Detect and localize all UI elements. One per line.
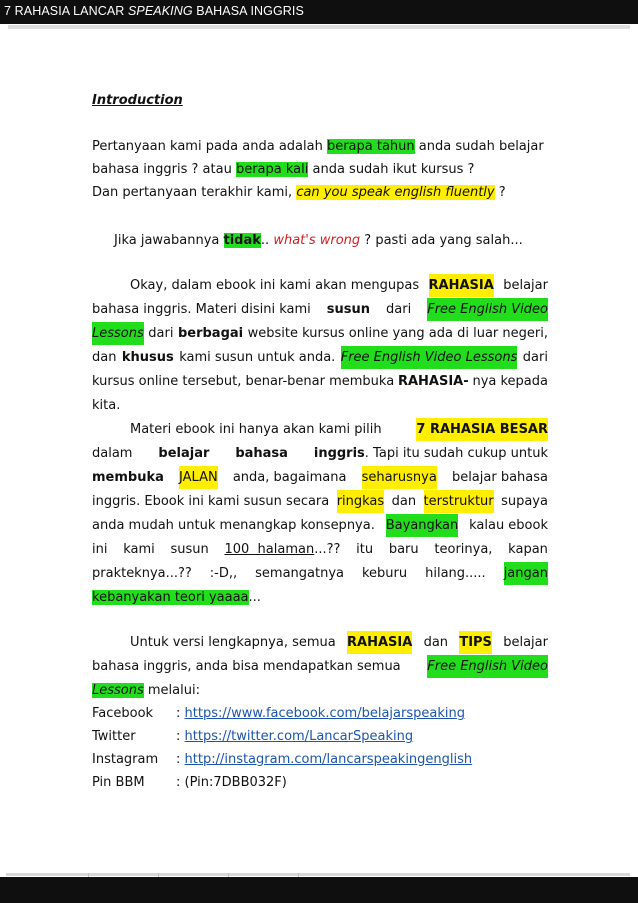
text: Jika jawabannya bbox=[114, 233, 224, 248]
header-title-part: 7 RAHASIA LANCAR bbox=[4, 4, 128, 18]
p4-line8 bbox=[92, 586, 261, 609]
text: Dan pertanyaan terakhir kami, bbox=[92, 185, 297, 200]
highlight-yellow: can you speak english fluently bbox=[296, 185, 495, 200]
word: hilang..... bbox=[425, 566, 486, 581]
highlight-green: Bayangkan bbox=[386, 514, 459, 537]
word: susun bbox=[170, 542, 209, 557]
section-title: Introduction bbox=[92, 93, 183, 108]
word: kami bbox=[123, 542, 155, 557]
highlight-green: berapa tahun bbox=[326, 139, 415, 154]
text: bahasa inggris. Materi disini kami bbox=[92, 302, 311, 317]
contact-facebook bbox=[92, 702, 465, 725]
p3-line2 bbox=[92, 298, 548, 321]
text: bahasa inggris, anda bisa mendapatkan semua bbox=[92, 659, 401, 674]
text: anda sudah belajar bbox=[414, 139, 544, 154]
word: baru bbox=[388, 542, 419, 557]
p4-line6 bbox=[92, 538, 548, 561]
text: Okay, dalam ebook ini kami akan mengupas bbox=[130, 278, 420, 293]
highlight-yellow: JALAN bbox=[179, 466, 218, 489]
word: prakteknya...?? bbox=[92, 566, 192, 581]
header-bar bbox=[0, 0, 638, 24]
text: ? pasti ada yang salah... bbox=[360, 233, 523, 248]
text: : bbox=[176, 729, 185, 744]
bold-text: belajar bbox=[158, 446, 210, 461]
text: .. bbox=[260, 233, 274, 248]
text: kalau ebook bbox=[469, 518, 548, 533]
underlined-text: 100 halaman bbox=[224, 542, 315, 557]
text: supaya bbox=[501, 494, 548, 509]
header-title-part: BAHASA INGGRIS bbox=[192, 4, 304, 18]
bold-text: membuka bbox=[92, 470, 164, 485]
text: : bbox=[176, 775, 185, 790]
header-title bbox=[4, 4, 304, 18]
highlight-yellow: RAHASIA bbox=[347, 631, 412, 654]
text: anda mudah untuk menangkap konsepnya. bbox=[92, 518, 375, 533]
word: semangatnya bbox=[255, 566, 344, 581]
footer-rule bbox=[6, 873, 630, 876]
p3-line4 bbox=[92, 346, 548, 369]
bold-text: berbagai bbox=[177, 326, 244, 341]
highlight-green: Free English Video bbox=[427, 655, 548, 678]
bold-text: RAHASIA- bbox=[397, 374, 469, 389]
p5-line1 bbox=[92, 631, 548, 654]
text: : bbox=[176, 706, 185, 721]
text: Pertanyaan kami pada anda adalah bbox=[92, 139, 327, 154]
footer-bar bbox=[0, 877, 638, 903]
p1-line1 bbox=[92, 135, 544, 158]
contact-label: Twitter bbox=[92, 729, 136, 744]
text: inggris. Ebook ini kami susun secara bbox=[92, 494, 330, 509]
text: ? bbox=[494, 185, 506, 200]
p4-line5 bbox=[92, 514, 548, 537]
highlight-yellow: ringkas bbox=[337, 490, 385, 513]
highlight-yellow: RAHASIA bbox=[429, 274, 494, 297]
p4-line2 bbox=[92, 442, 548, 465]
highlight-green: Free English Video bbox=[427, 298, 548, 321]
contact-label: Instagram bbox=[92, 752, 159, 767]
p4-line4 bbox=[92, 490, 548, 513]
word: teorinya, bbox=[434, 542, 493, 557]
bold-text: susun bbox=[326, 302, 371, 317]
p4-line7 bbox=[92, 562, 548, 585]
contact-bbm bbox=[92, 771, 287, 794]
text: : bbox=[176, 752, 185, 767]
highlight-green: Free English Video Lessons bbox=[341, 346, 518, 369]
highlight-yellow: terstruktur bbox=[424, 490, 494, 513]
instagram-link[interactable]: http://instagram.com/lancarspeakingenglish bbox=[184, 752, 473, 767]
p4-line1 bbox=[92, 418, 548, 441]
text: belajar bbox=[503, 278, 548, 293]
word: :-D,, bbox=[209, 566, 238, 581]
text: dan bbox=[423, 635, 449, 650]
highlight-green: Lessons bbox=[92, 683, 144, 698]
bold-text: bahasa bbox=[235, 446, 288, 461]
text: belajar bbox=[503, 635, 548, 650]
word: ini bbox=[92, 542, 108, 557]
text: dari bbox=[386, 302, 412, 317]
highlight-green: Lessons bbox=[92, 322, 144, 345]
p5-line3 bbox=[92, 679, 200, 702]
text: kursus online tersebut, benar-benar membuka bbox=[92, 374, 395, 389]
contact-label: Facebook bbox=[92, 706, 154, 721]
word: keburu bbox=[361, 566, 408, 581]
highlight-yellow: 7 RAHASIA BESAR bbox=[416, 418, 548, 441]
text: dari bbox=[148, 326, 174, 341]
text: nya kepada bbox=[472, 374, 548, 389]
highlight-yellow: TIPS bbox=[459, 631, 492, 654]
highlight-green: jangan bbox=[504, 562, 548, 585]
contact-instagram bbox=[92, 748, 472, 771]
p3-line1 bbox=[92, 274, 548, 297]
p3-line3 bbox=[92, 322, 548, 345]
text: dalam bbox=[92, 446, 133, 461]
header-title-italic: SPEAKING bbox=[127, 4, 193, 18]
contact-twitter bbox=[92, 725, 413, 748]
p2-line1 bbox=[114, 229, 523, 252]
text: bahasa inggris ? atau bbox=[92, 162, 236, 177]
word: ...?? bbox=[314, 542, 341, 557]
p5-line2 bbox=[92, 655, 548, 678]
word: kapan bbox=[508, 542, 548, 557]
text: Materi ebook ini hanya akan kami pilih bbox=[130, 422, 382, 437]
p4-line3 bbox=[92, 466, 548, 489]
text: website kursus online yang ada di luar negeri, bbox=[247, 326, 548, 341]
bbm-pin: (Pin:7DBB032F) bbox=[184, 775, 287, 790]
red-italic-text: what's wrong bbox=[273, 233, 361, 248]
p3-line5 bbox=[92, 370, 548, 393]
text: belajar bahasa bbox=[451, 470, 548, 485]
text: . Tapi itu sudah cukup untuk bbox=[364, 446, 548, 461]
highlight-green: tidak bbox=[223, 233, 261, 248]
bold-text: khusus bbox=[121, 350, 174, 365]
text: ... bbox=[248, 590, 261, 605]
bold-text: inggris bbox=[313, 446, 365, 461]
twitter-link[interactable]: https://twitter.com/LancarSpeaking bbox=[184, 729, 414, 744]
text: anda, bagaimana bbox=[232, 470, 347, 485]
text: anda sudah ikut kursus ? bbox=[308, 162, 475, 177]
p1-line2 bbox=[92, 158, 474, 181]
facebook-link[interactable]: https://www.facebook.com/belajarspeaking bbox=[184, 706, 465, 721]
p1-line3 bbox=[92, 181, 506, 204]
highlight-yellow: seharusnya bbox=[362, 466, 437, 489]
word: itu bbox=[356, 542, 374, 557]
text: dan bbox=[92, 350, 117, 365]
text: kami susun untuk anda. bbox=[179, 350, 336, 365]
text: Untuk versi lengkapnya, semua bbox=[130, 635, 336, 650]
header-rule bbox=[8, 25, 630, 29]
highlight-green: kebanyakan teori yaaaa bbox=[92, 590, 249, 605]
text: dan bbox=[391, 494, 417, 509]
text: melalui: bbox=[143, 683, 200, 698]
text: dari bbox=[522, 350, 548, 365]
p3-line6: kita. bbox=[92, 398, 121, 413]
contact-label: Pin BBM bbox=[92, 775, 145, 790]
highlight-green: berapa kali bbox=[235, 162, 309, 177]
